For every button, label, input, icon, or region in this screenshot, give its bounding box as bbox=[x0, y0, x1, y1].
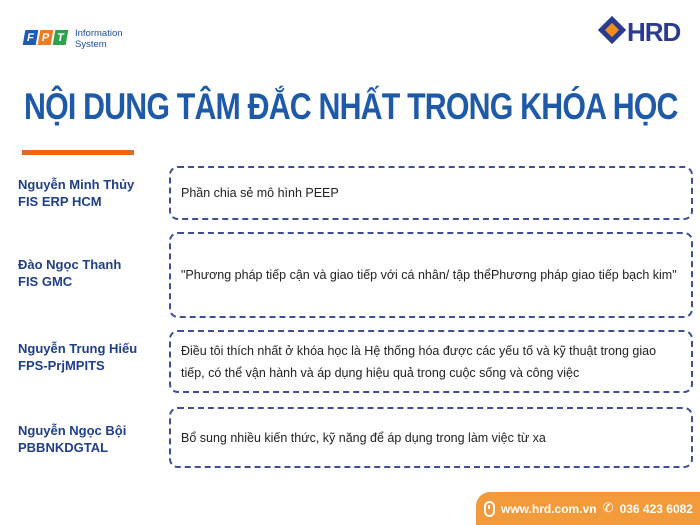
title-underline bbox=[22, 150, 134, 155]
participant-unit: FIS ERP HCM bbox=[18, 194, 102, 209]
hrd-logo bbox=[598, 12, 681, 52]
fpt-information-system-logo bbox=[24, 28, 124, 58]
comment-box bbox=[169, 166, 693, 220]
fpt-tile-p: P bbox=[38, 30, 54, 45]
participant-unit: PBBNKDGTAL bbox=[18, 440, 109, 455]
contact-footer bbox=[476, 492, 700, 525]
participant-unit: FPS-PrjMPITS bbox=[18, 358, 105, 373]
comment-text: Phần chia sẻ mô hình PEEP bbox=[181, 186, 339, 200]
participant-label bbox=[18, 422, 163, 456]
comment-text: Bổ sung nhiều kiến thức, kỹ năng để áp dụng trong làm việc từ xa bbox=[181, 430, 546, 445]
phone-icon: ✆ bbox=[602, 500, 614, 516]
participant-label bbox=[18, 176, 163, 210]
participant-name: Nguyễn Ngọc Bội bbox=[18, 423, 127, 438]
fpt-tile-f: F bbox=[23, 30, 39, 45]
participant-name: Đào Ngọc Thanh bbox=[18, 257, 122, 272]
fpt-logo-text-line1: Information bbox=[75, 28, 123, 39]
phone-number[interactable]: 036 423 6082 bbox=[619, 501, 693, 516]
hrd-logo-text: HRD bbox=[627, 17, 681, 47]
fpt-logo-tiles bbox=[24, 30, 69, 45]
mouse-icon bbox=[484, 501, 495, 517]
website-link[interactable]: www.hrd.com.vn bbox=[501, 501, 597, 516]
comment-box bbox=[169, 232, 693, 318]
participant-label bbox=[18, 340, 163, 374]
participant-name: Nguyễn Minh Thủy bbox=[18, 177, 135, 192]
fpt-tile-t: T bbox=[53, 30, 69, 45]
comment-box bbox=[169, 330, 693, 393]
participant-unit: FIS GMC bbox=[18, 274, 73, 289]
participant-label bbox=[18, 256, 163, 290]
fpt-logo-text-line2: System bbox=[75, 39, 107, 50]
fpt-logo-text bbox=[75, 28, 123, 50]
comment-box bbox=[169, 407, 693, 468]
comment-text: Điều tôi thích nhất ở khóa học là Hệ thống hóa được các yếu tố và kỹ thuật trong giao tiếp, có thể vận hành và áp dụng hiệu quả trong cuộc sống và công việc bbox=[181, 343, 657, 380]
page-title: NỘI DUNG TÂM ĐẮC NHẤT TRONG KHÓA HỌC bbox=[24, 86, 678, 127]
comment-text: "Phương pháp tiếp cận và giao tiếp với cá nhân/ tập thểPhương pháp giao tiếp bạch kim" bbox=[181, 268, 677, 282]
participant-name: Nguyễn Trung Hiếu bbox=[18, 341, 138, 356]
